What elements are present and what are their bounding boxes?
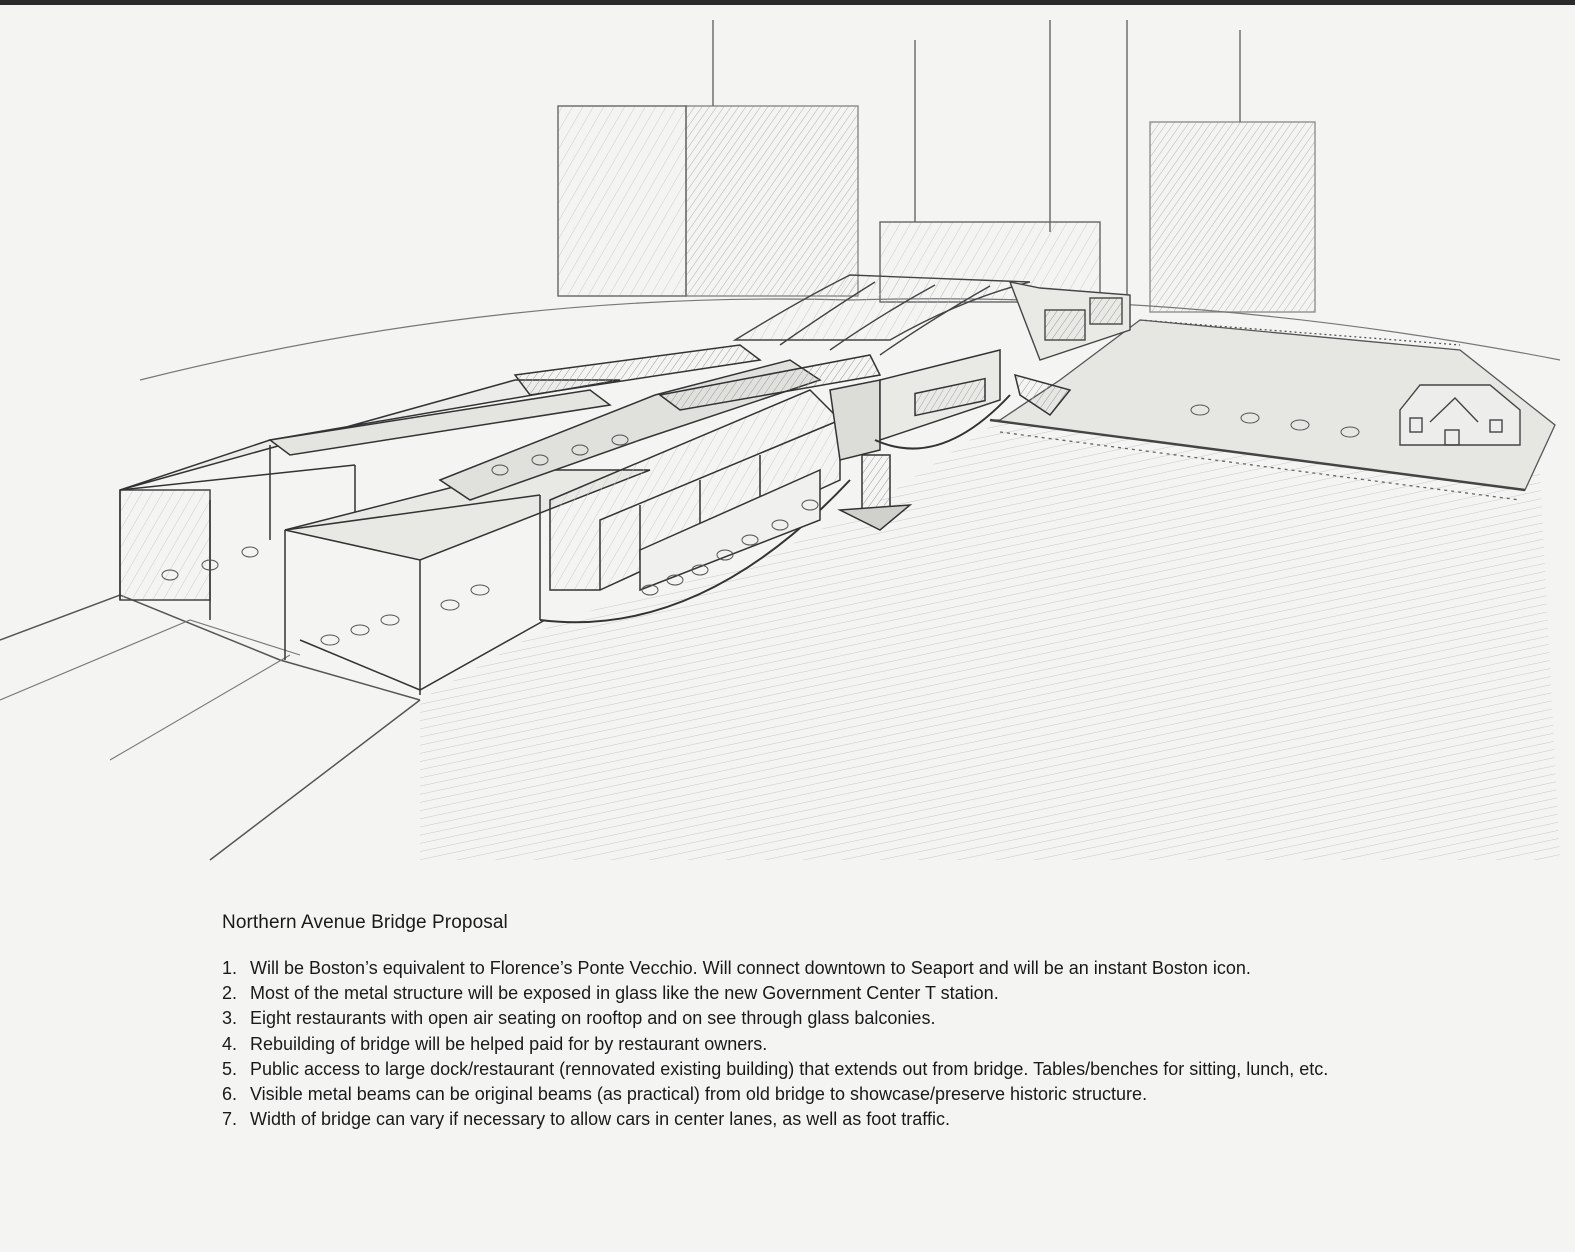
list-item: 5. Public access to large dock/restaurant (rennovated existing building) that extends out from bridge. Tables/benches for sitting, lunch, etc.	[222, 1058, 1329, 1079]
list-item: 2. Most of the metal structure will be exposed in glass like the new Government Center T station.	[222, 983, 999, 1004]
background-buildings	[558, 20, 1315, 312]
proposal-caption	[222, 912, 1542, 1132]
list-item: 6. Visible metal beams can be original beams (as practical) from old bridge to showcase/preserve historic structure.	[222, 1084, 1148, 1105]
list-item: 4. Rebuilding of bridge will be helped paid for by restaurant owners.	[222, 1033, 768, 1054]
proposal-title: Northern Avenue Bridge Proposal	[222, 912, 508, 933]
list-item: 7. Width of bridge can vary if necessary to allow cars in center lanes, as well as foot traffic.	[222, 1109, 950, 1130]
proposal-list	[222, 956, 1542, 1132]
list-item: 1. Will be Boston’s equivalent to Florence’s Ponte Vecchio. Will connect downtown to Seaport and will be an instant Boston icon.	[222, 958, 1251, 978]
list-item: 3. Eight restaurants with open air seating on rooftop and on see through glass balconies.	[222, 1008, 936, 1029]
